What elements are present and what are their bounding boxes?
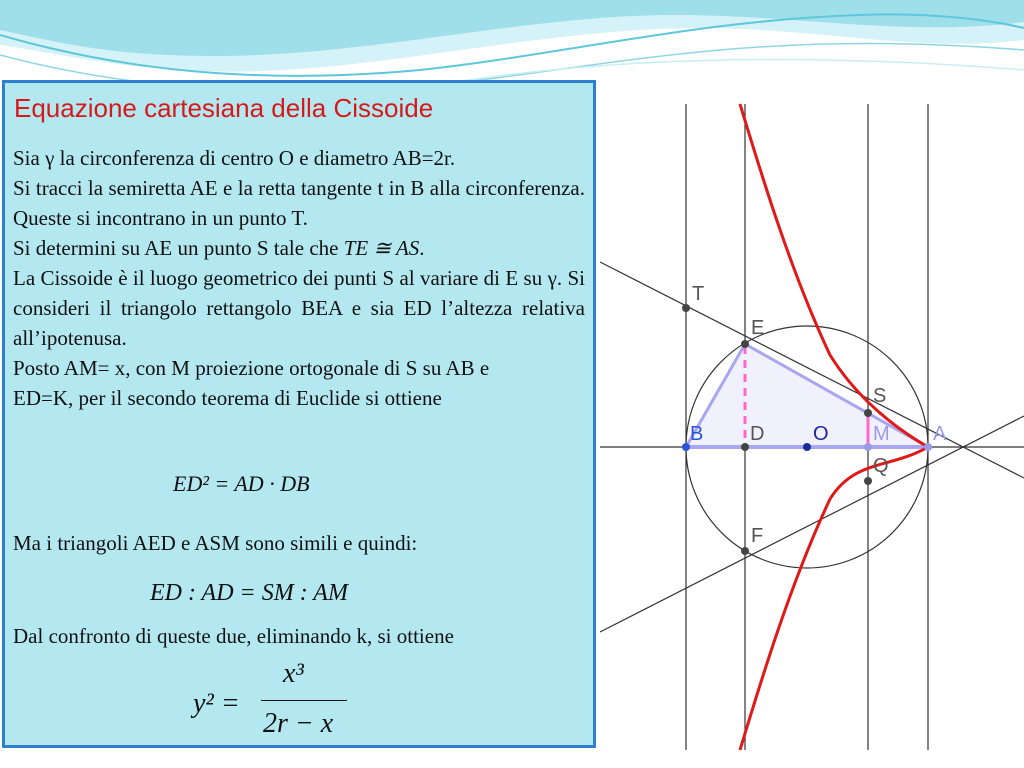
paragraph-2: Si tracci la semiretta AE e la retta tangente t in B alla circonferenza. Queste si incontrano in un punto T. bbox=[13, 176, 585, 230]
label-b: B bbox=[690, 423, 704, 445]
formula-result-denominator: 2r − x bbox=[263, 708, 334, 739]
label-d: D bbox=[750, 423, 765, 445]
point-f bbox=[741, 547, 749, 555]
paragraph-3 bbox=[13, 233, 585, 263]
point-t bbox=[682, 304, 690, 312]
text-body bbox=[13, 143, 585, 413]
point-s bbox=[864, 409, 872, 417]
formula-result bbox=[193, 658, 363, 748]
formula-similar: ED : AD = SM : AM bbox=[150, 580, 348, 606]
paragraph-5: Posto AM= x, con M proiezione ortogonale di S su AB e ED=K, per il secondo teorema di Euclide si ottiene bbox=[13, 356, 490, 410]
point-b bbox=[682, 443, 690, 451]
point-q bbox=[864, 477, 872, 485]
slide-title: Equazione cartesiana della Cissoide bbox=[14, 93, 434, 123]
paragraph-7: Dal confronto di queste due, eliminando k, si ottiene bbox=[13, 624, 454, 648]
inline-formula: TE ≅ AS bbox=[343, 236, 420, 260]
label-s: S bbox=[873, 385, 887, 407]
inline-suffix: . bbox=[419, 236, 425, 260]
point-d bbox=[741, 443, 749, 451]
cissoid-construction-figure bbox=[600, 98, 1024, 758]
label-a: A bbox=[933, 423, 947, 445]
paragraph-4: La Cissoide è il luogo geometrico dei punti S al variare di E su γ. Si consideri il triangolo rettangolo BEA e sia ED l’altezza relativa all’ipotenusa. bbox=[13, 266, 585, 350]
label-q: Q bbox=[873, 455, 889, 477]
paragraph-6: Ma i triangoli AED e ASM sono simili e quindi: bbox=[13, 531, 418, 555]
paragraph-1: Sia γ la circonferenza di centro O e diametro AB=2r. bbox=[13, 146, 456, 170]
formula-euclid: ED² = AD · DB bbox=[173, 471, 310, 496]
label-t: T bbox=[692, 283, 705, 305]
point-e bbox=[741, 340, 749, 348]
point-o bbox=[803, 443, 811, 451]
point-a bbox=[924, 443, 932, 451]
label-m: M bbox=[873, 423, 890, 445]
formula-result-lhs: y² = bbox=[193, 688, 240, 719]
label-o: O bbox=[813, 423, 829, 445]
content-panel bbox=[2, 80, 596, 748]
label-e: E bbox=[751, 317, 765, 339]
fraction-bar bbox=[261, 700, 347, 701]
formula-result-numerator: x³ bbox=[283, 658, 304, 689]
cissoid-lower-branch bbox=[740, 447, 928, 750]
label-f: F bbox=[751, 525, 764, 547]
point-m bbox=[864, 443, 872, 451]
triangle-bea bbox=[686, 344, 928, 447]
paragraph-3-text: Si determini su AE un punto S tale che bbox=[13, 236, 344, 260]
